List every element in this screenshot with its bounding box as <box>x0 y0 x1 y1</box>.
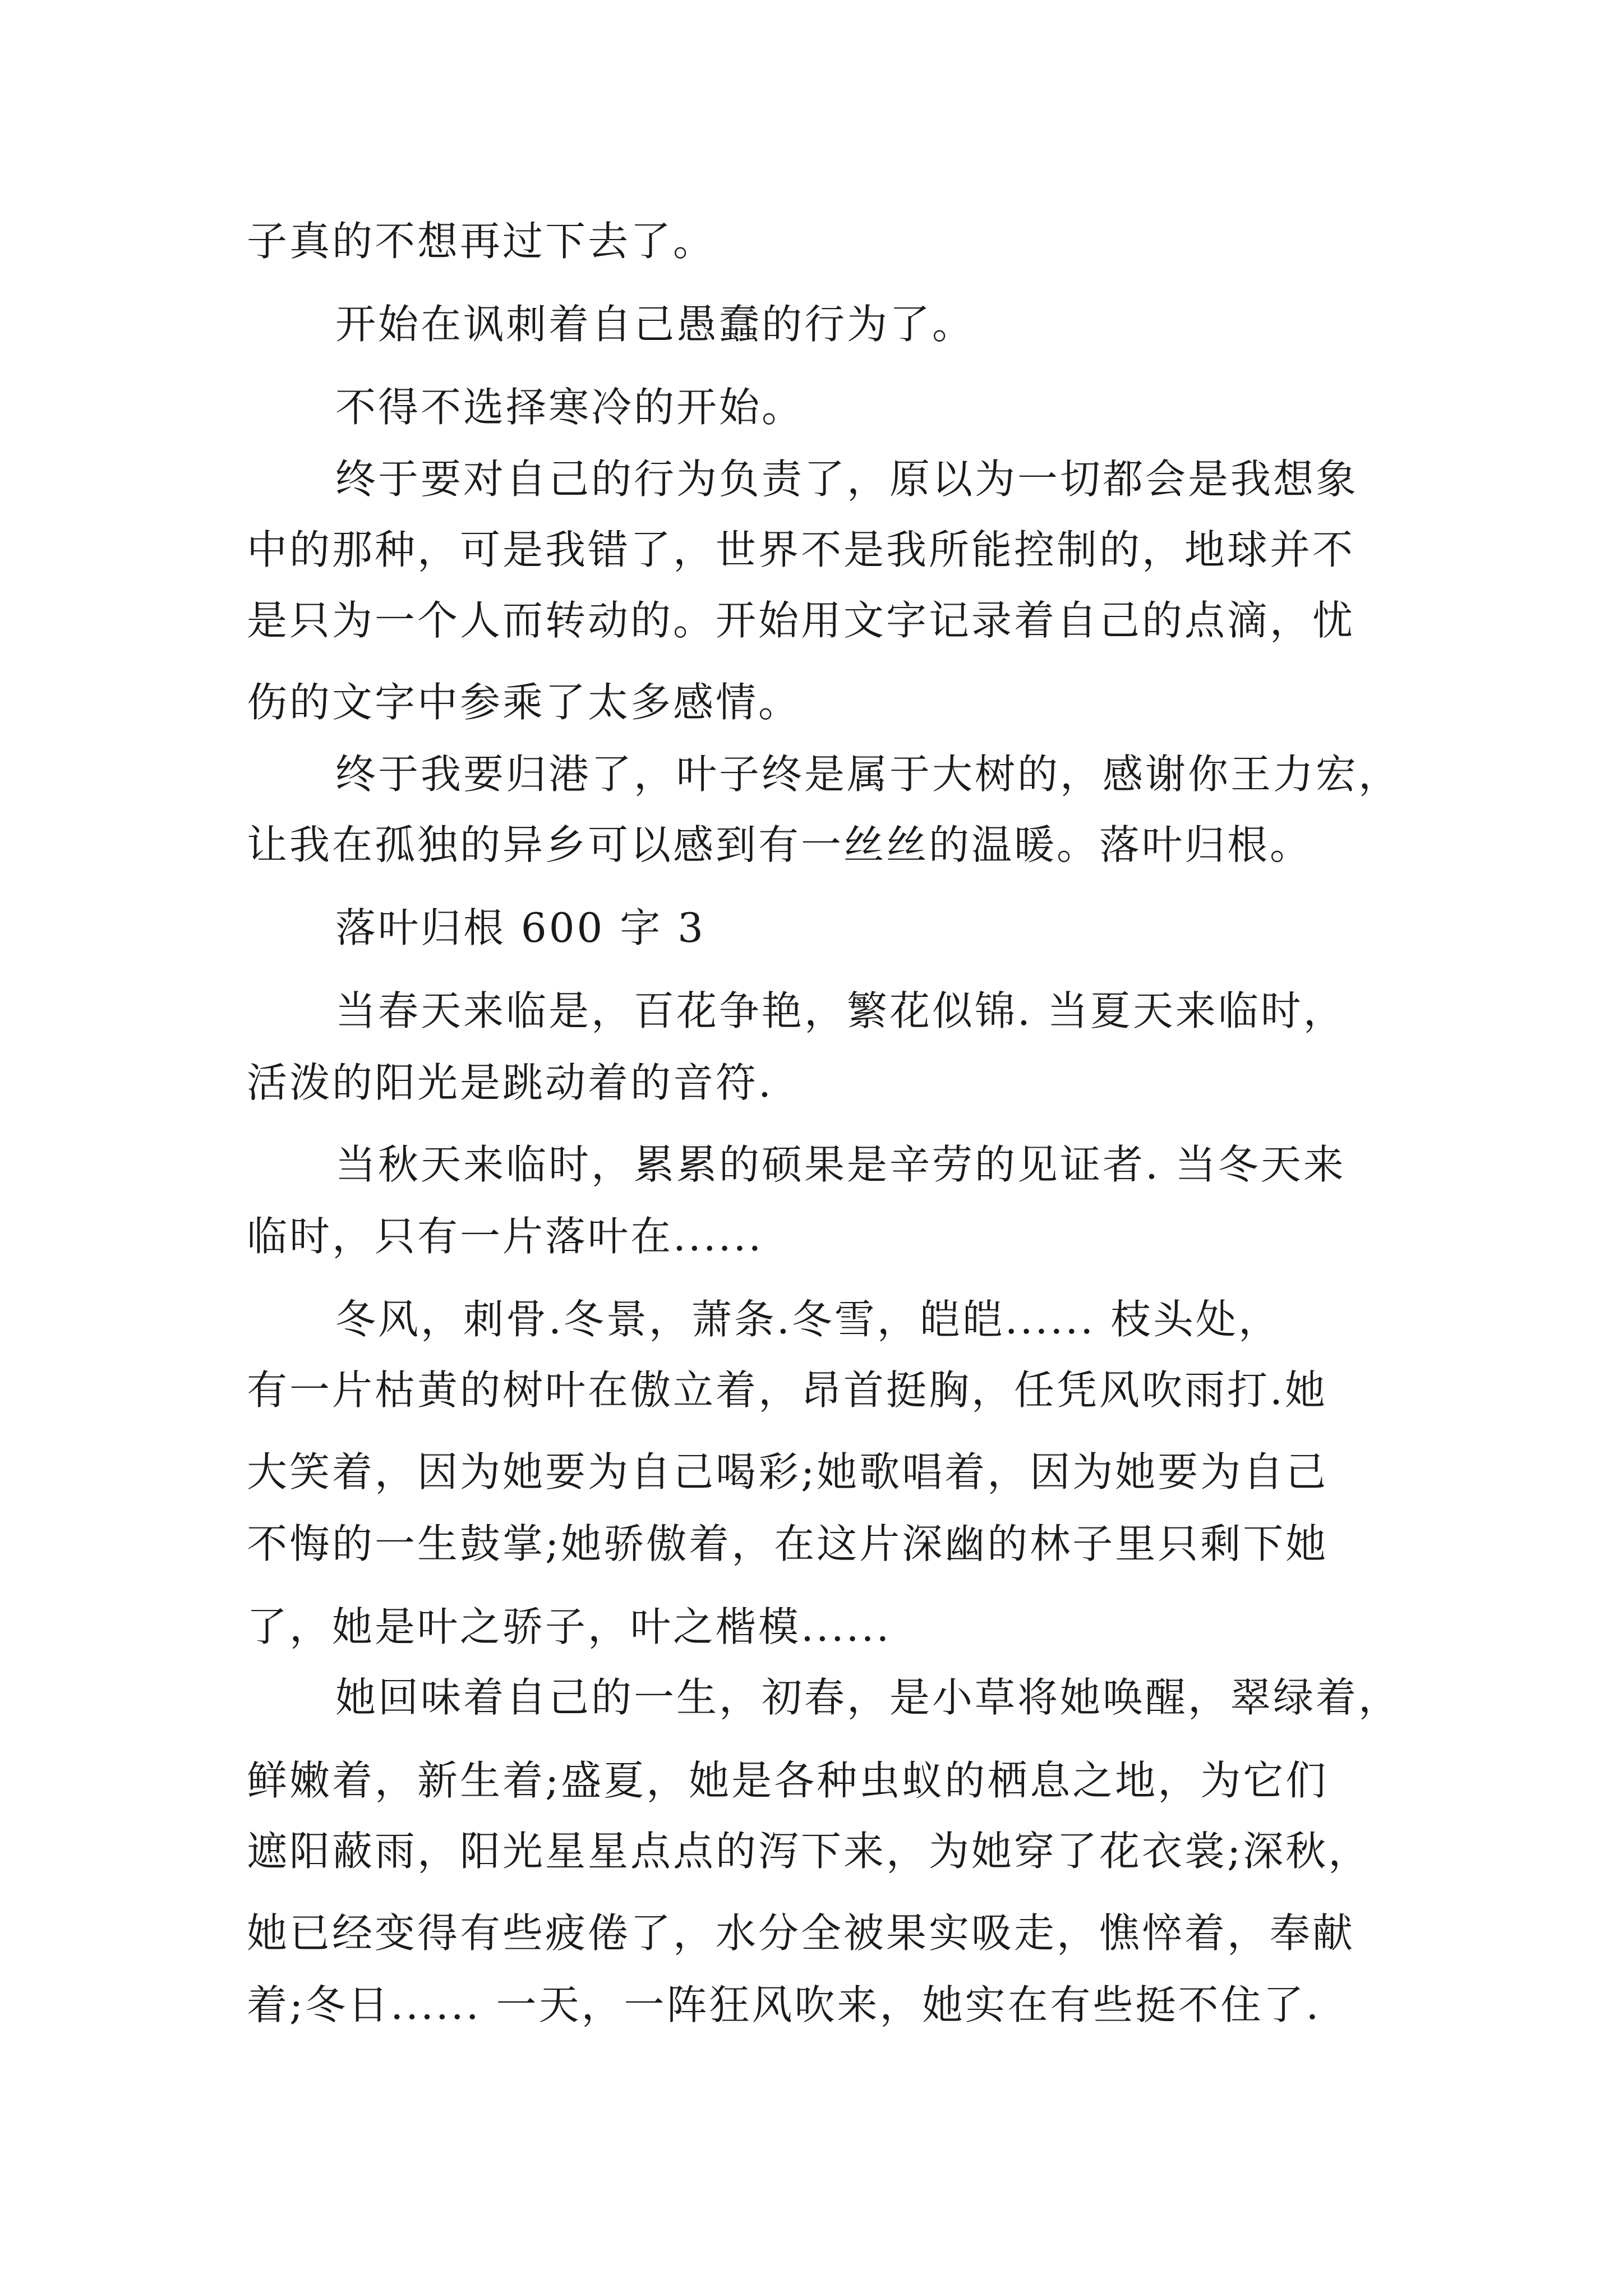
text-line: 终于我要归港了，叶子终是属于大树的，感谢你王力宏， <box>335 751 1401 798</box>
text-line: 伤的文字中参乘了太多感情。 <box>247 679 801 726</box>
text-line: 当春天来临是，百花争艳，繁花似锦. 当夏天来临时， <box>335 987 1346 1034</box>
text-line: 有一片枯黄的树叶在傲立着，昂首挺胸，任凭风吹雨打.她 <box>247 1366 1327 1414</box>
text-line: 中的那种，可是我错了，世界不是我所能控制的，地球并不 <box>247 526 1355 573</box>
text-line: 不悔的一生鼓掌;她骄傲着，在这片深幽的林子里只剩下她 <box>247 1520 1329 1567</box>
text-line: 子真的不想再过下去了。 <box>247 218 716 265</box>
text-line: 开始在讽刺着自己愚蠢的行为了。 <box>335 301 975 348</box>
text-line: 让我在孤独的异乡可以感到有一丝丝的温暖。落叶归根。 <box>247 821 1313 868</box>
text-line: 不得不选择寒冷的开始。 <box>335 384 805 431</box>
text-line: 活泼的阳光是跳动着的音符. <box>247 1059 773 1106</box>
text-line: 大笑着，因为她要为自己喝彩;她歌唱着，因为她要为自己 <box>247 1448 1329 1496</box>
text-line: 着;冬日...... 一天，一阵狂风吹来，她实在有些挺不住了. <box>247 1981 1321 2028</box>
text-line: 鲜嫩着，新生着;盛夏，她是各种虫蚁的栖息之地，为它们 <box>247 1757 1329 1804</box>
text-line: 她已经变得有些疲倦了，水分全被果实吸走，憔悴着，奉献 <box>247 1910 1355 1957</box>
text-line: 是只为一个人而转动的。开始用文字记录着自己的点滴，忧 <box>247 597 1355 644</box>
text-line: 她回味着自己的一生，初春，是小草将她唤醒，翠绿着， <box>335 1674 1401 1721</box>
text-line: 冬风，刺骨.冬景，萧条.冬雪，皑皑...... 枝头处， <box>335 1296 1281 1343</box>
text-line: 临时，只有一片落叶在...... <box>247 1213 764 1260</box>
section-heading: 落叶归根 600 字 3 <box>335 904 706 951</box>
text-line: 了，她是叶之骄子，叶之楷模...... <box>247 1603 892 1650</box>
text-line: 当秋天来临时，累累的硕果是辛劳的见证者. 当冬天来 <box>335 1141 1346 1188</box>
text-line: 遮阳蔽雨，阳光星星点点的泻下来，为她穿了花衣裳;深秋， <box>247 1828 1371 1875</box>
text-line: 终于要对自己的行为负责了，原以为一切都会是我想象 <box>335 455 1359 503</box>
